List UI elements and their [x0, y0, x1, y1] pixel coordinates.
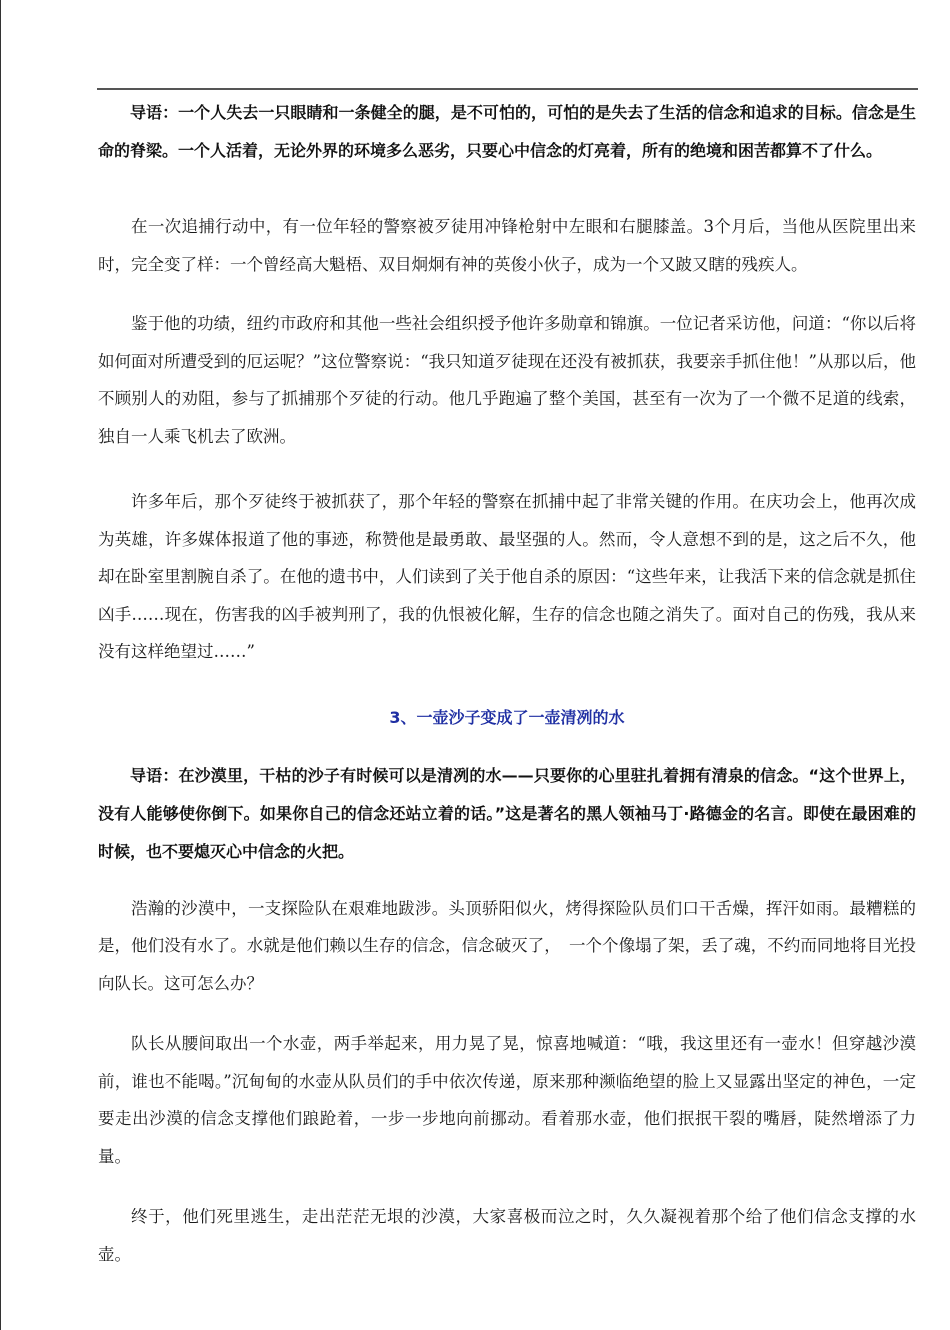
body-paragraph: 在一次追捕行动中，有一位年轻的警察被歹徒用冲锋枪射中左眼和右腿膝盖。3个月后，当他从医院里出来时，完全变了样：一个曾经高大魁梧、双目炯炯有神的英俊小伙子，成为一个又跛又瞎的残疾人。 — [98, 217, 916, 274]
body-paragraph: 许多年后，那个歹徒终于被抓获了，那个年轻的警察在抓捕中起了非常关键的作用。在庆功会上，他再次成为英雄，许多媒体报道了他的事迹，称赞他是最勇敢、最坚强的人。然而，令人意想不到的是，这之后不久，他却在卧室里割腕自杀了。在他的遗书中，人们读到了关于他自杀的原因：“这些年来，让我活下来的信念就是抓住凶手……现在，伤害我的凶手被判刑了，我的仇恨被化解，生存的信念也随之消失了。面对自己的伤残，我从来没有这样绝望过……” — [98, 492, 916, 661]
intro-paragraph: 导语：在沙漠里，干枯的沙子有时候可以是清冽的水——只要你的心里驻扎着拥有清泉的信念。“这个世界上，没有人能够使你倒下。如果你自己的信念还站立着的话。”这是著名的黑人领袖马丁·路德金的名言。即使在最困难的时候，也不要熄灭心中信念的火把。 — [98, 765, 916, 861]
header-rule — [97, 88, 918, 90]
body-paragraph: 鉴于他的功绩，纽约市政府和其他一些社会组织授予他许多勋章和锦旗。一位记者采访他，问道：“你以后将如何面对所遭受到的厄运呢？”这位警察说：“我只知道歹徒现在还没有被抓获，我要亲手抓住他！”从那以后，他不顾别人的劝阻，参与了抓捕那个歹徒的行动。他几乎跑遍了整个美国，甚至有一次为了一个微不足道的线索，独自一人乘飞机去了欧洲。 — [98, 314, 916, 446]
document-body — [98, 94, 916, 1273]
section-heading: 3、一壶沙子变成了一壶清冽的水 — [389, 707, 625, 727]
page-left-border — [0, 0, 1, 1330]
intro-paragraph: 导语：一个人失去一只眼睛和一条健全的腿，是不可怕的，可怕的是失去了生活的信念和追求的目标。信念是生命的脊梁。一个人活着，无论外界的环境多么恶劣，只要心中信念的灯亮着，所有的绝境和困苦都算不了什么。 — [98, 103, 916, 160]
body-paragraph: 浩瀚的沙漠中，一支探险队在艰难地跋涉。头顶骄阳似火，烤得探险队员们口干舌燥，挥汗如雨。最糟糕的是，他们没有水了。水就是他们赖以生存的信念，信念破灭了， 一个个像塌了架，丢了魂，不约而同地将目光投向队长。这可怎么办？ — [98, 898, 916, 993]
body-paragraph: 队长从腰间取出一个水壶，两手举起来，用力晃了晃，惊喜地喊道：“哦，我这里还有一壶水！但穿越沙漠前，谁也不能喝。”沉甸甸的水壶从队员们的手中依次传递，原来那种濒临绝望的脸上又显露出坚定的神色，一定要走出沙漠的信念支撑他们踉跄着，一步一步地向前挪动。看着那水壶，他们抿抿干裂的嘴唇，陡然增添了力量。 — [98, 1034, 916, 1166]
body-paragraph: 终于，他们死里逃生，走出茫茫无垠的沙漠，大家喜极而泣之时，久久凝视着那个给了他们信念支撑的水壶。 — [98, 1207, 916, 1264]
